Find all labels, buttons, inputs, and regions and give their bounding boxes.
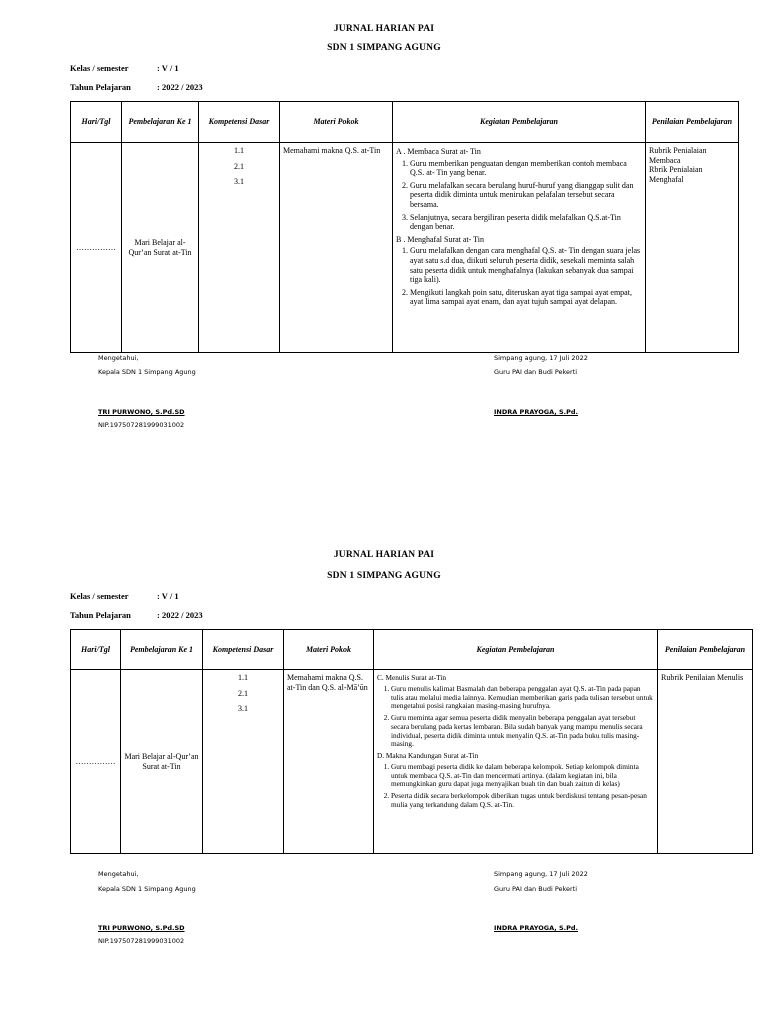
kd-item: 1.1	[238, 673, 248, 682]
year-value: : 2022 / 2023	[157, 610, 203, 620]
sign-right-line1: Simpang agung, 17 Juli 2022	[494, 870, 588, 878]
kegiatan-cell	[374, 670, 658, 854]
year-row	[70, 610, 203, 620]
principal-name: TRI PURWONO, S.Pd.SD	[98, 924, 185, 932]
year-value: : 2022 / 2023	[157, 82, 203, 92]
year-label: Tahun Pelajaran	[70, 610, 131, 620]
school-name: SDN 1 SIMPANG AGUNG	[327, 43, 441, 53]
section-heading: D. Makna Kandungan Surat at-Tin	[377, 751, 479, 760]
date-cell: ……………	[71, 670, 121, 854]
sign-right-line1: Simpang agung, 17 Juli 2022	[494, 354, 588, 362]
header-materi: Materi Pokok	[284, 630, 374, 670]
kd-item: 1.1	[234, 146, 244, 155]
class-value: : V / 1	[157, 591, 179, 601]
activity-item: 2. Guru melafalkan secara berulang huruf-huruf yang dianggap sulit dan peserta didik diminta untuk menirukan pelafalan tersebut secara bersama.	[410, 181, 642, 210]
rubric-item: Rbrik Penialaian Menghafal	[649, 165, 703, 184]
header-penilaian: Penilaian Pembelajaran	[646, 102, 739, 143]
header-lesson: Pembelajaran Ke 1	[121, 630, 203, 670]
header-date: Hari/Tgl	[71, 102, 122, 143]
principal-nip: NIP.197507281999031002	[98, 421, 185, 429]
year-label: Tahun Pelajaran	[70, 82, 131, 92]
teacher-name: INDRA PRAYOGA, S.Pd.	[494, 924, 578, 932]
section-heading: C. Menulis Surat at-Tin	[377, 673, 447, 682]
kd-item: 3.1	[234, 177, 244, 187]
lesson-cell: Mari Belajar al-Qur’an Surat at-Tin	[121, 670, 203, 854]
section-heading: A . Membaca Surat at- Tin	[396, 147, 481, 156]
journal-title: JURNAL HARIAN PAI	[333, 550, 435, 560]
activity-item: 2. Peserta didik secara berkelompok diberikan tugas untuk berdiskusi tentang pesan-pesan mulia yang terkandung dalam Q.S. at-Tin.	[391, 792, 654, 810]
rubric-item: Rubrik Penialaian Membaca	[649, 146, 707, 165]
activity-list	[377, 685, 654, 749]
class-label: Kelas / semester	[70, 591, 129, 601]
journal-title: JURNAL HARIAN PAI	[333, 24, 435, 34]
sign-left-line1: Mengetahui,	[98, 870, 139, 878]
sign-right-line2: Guru PAI dan Budi Pekerti	[494, 885, 578, 893]
header-kd: Kompetensi Dasar	[203, 630, 284, 670]
sign-left-line1: Mengetahui,	[98, 354, 139, 362]
kd-item: 2.1	[238, 688, 248, 698]
header-materi: Materi Pokok	[280, 102, 393, 143]
header-penilaian: Penilaian Pembelajaran	[658, 630, 753, 670]
activity-item: 3. Selanjutnya, secara bergiliran peserta didik melafalkan Q.S.at-Tin dengan benar.	[410, 213, 642, 232]
sign-right-line2: Guru PAI dan Budi Pekerti	[494, 368, 578, 376]
class-row	[70, 591, 179, 601]
activity-item: 1. Guru menulis kalimat Basmalah dan beberapa penggalan ayat Q.S. at-Tin pada papan tulis atau melalui media lainnya. Kemudian memberikan garis pada tulisan tersebut untuk mengetahui posisi rangkaian masing-masing hurufnya.	[391, 685, 654, 711]
teacher-name: INDRA PRAYOGA, S.Pd.	[494, 408, 578, 416]
header-date: Hari/Tgl	[71, 630, 121, 670]
kd-cell	[203, 670, 284, 854]
header-kegiatan: Kegiatan Pembelajaran	[374, 630, 658, 670]
date-cell: ……………	[71, 143, 122, 353]
sign-left-line2: Kepala SDN 1 Simpang Agung	[98, 368, 196, 376]
rubric-item: Rubrik Penilaian Menulis	[661, 673, 744, 682]
principal-nip: NIP.197507281999031002	[98, 937, 185, 945]
school-name: SDN 1 SIMPANG AGUNG	[327, 571, 441, 581]
principal-name: TRI PURWONO, S.Pd.SD	[98, 408, 185, 416]
activity-item: 1. Guru memberikan penguatan dengan memberikan contoh membaca Q.S. at- Tin yang benar.	[410, 159, 642, 178]
activity-item: 2. Guru meminta agar semua peserta didik menyalin beberapa penggalan ayat tersebut secara berulang pada kertas lembaran. Bila sudah banyak yang mampu menulis secara individual, peserta didik diminta untuk menyalin Q.S. at-Tin pada buku tulis masing-masing.	[391, 714, 654, 749]
kd-item: 3.1	[238, 704, 248, 714]
section-heading: B . Menghafal Surat at- Tin	[396, 234, 484, 244]
class-value: : V / 1	[157, 63, 179, 73]
activity-item: 1. Guru melafalkan dengan cara menghafal Q.S. at- Tin dengan suara jelas ayat satu s.d dua, diikuti seluruh peserta didik, sesekali meminta salah satu peserta didik untuk menghafalnya (lakukan sebanyak dua sampai tiga kali).	[410, 246, 642, 284]
materi-cell: Memahami makna Q.S. at-Tin	[280, 143, 393, 353]
activity-item: 2. Mengikuti langkah poin satu, diteruskan ayat tiga sampai ayat empat, ayat lima sampai ayat enam, dan ayat tujuh sampai ayat delapan.	[410, 288, 642, 307]
activity-list	[377, 763, 654, 810]
materi-cell: Memahami makna Q.S. at-Tin dan Q.S. al-Mā’ūn	[284, 670, 374, 854]
sign-left-line2: Kepala SDN 1 Simpang Agung	[98, 885, 196, 893]
class-label: Kelas / semester	[70, 63, 129, 73]
journal-table	[70, 629, 753, 854]
header-lesson: Pembelajaran Ke 1	[122, 102, 199, 143]
kd-item: 2.1	[234, 161, 244, 171]
lesson-cell: Mari Belajar al-Qur’an Surat at-Tin	[122, 143, 199, 353]
header-kd: Kompetensi Dasar	[199, 102, 280, 143]
penilaian-cell	[658, 670, 753, 854]
activity-item: 1. Guru membagi peserta didik ke dalam beberapa kelompok. Setiap kelompok diminta untuk membaca Q.S. at-Tin dan mencermati artinya. (dalam kegiatan ini, bila memungkinkan guru dapat juga menyajikan buah tin dan buah zaitun di kelas)	[391, 763, 654, 789]
header-kegiatan: Kegiatan Pembelajaran	[393, 102, 646, 143]
